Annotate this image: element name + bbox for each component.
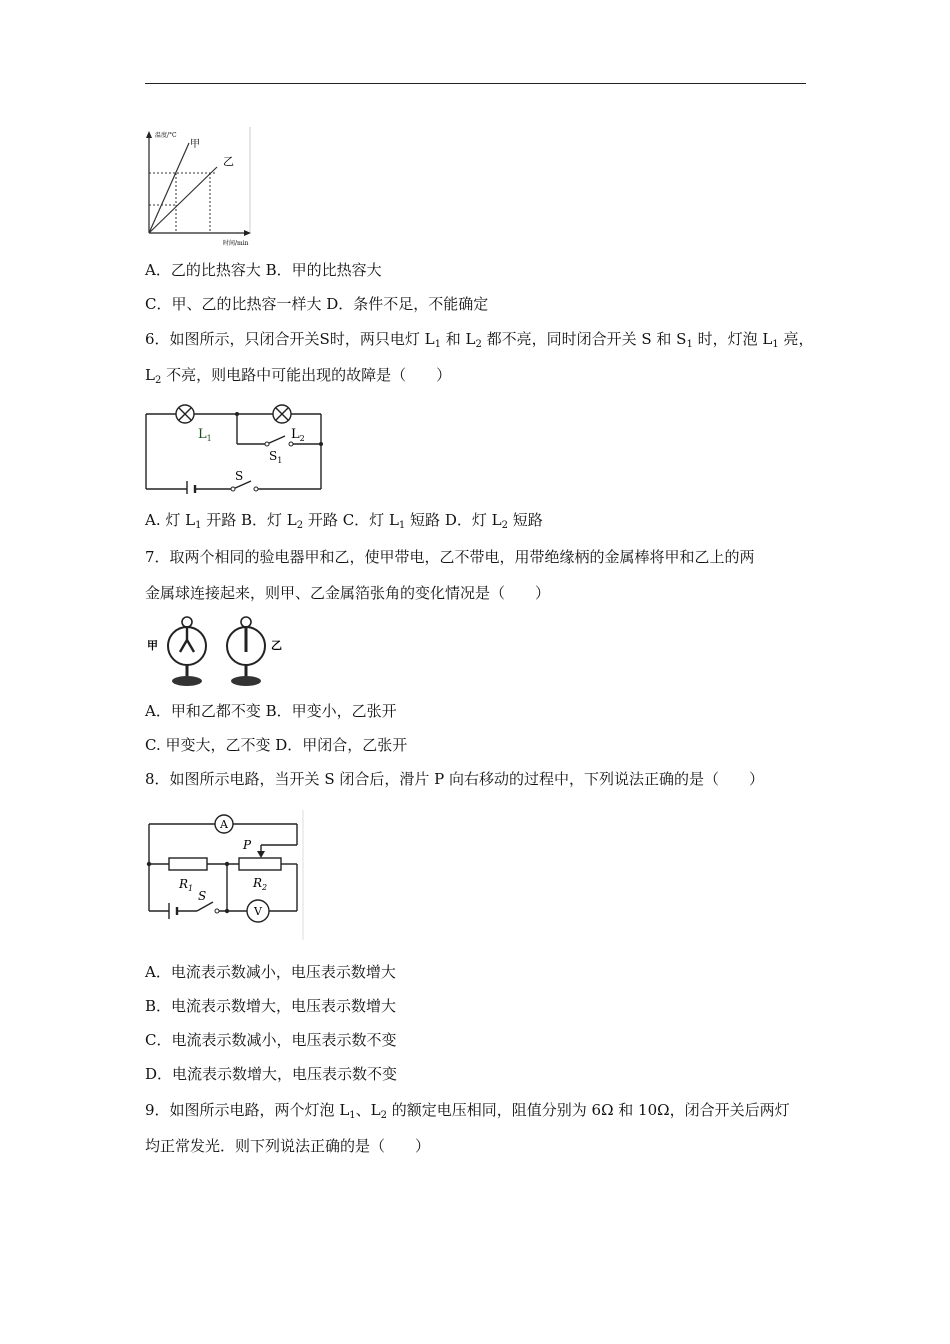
lamp1-label: $L_1$: [198, 427, 212, 443]
q6-options: A. 灯 $L_1$ 开路 B．灯 $L_2$ 开路 C．灯 $L_1$ 短路 D．灯 $L_2$ 短路: [145, 511, 543, 531]
electroscopes-figure: [143, 614, 289, 688]
switch1-label: $S_1$: [269, 449, 283, 465]
switch-label: S: [235, 469, 244, 483]
electroscope-b-label: 乙: [271, 639, 282, 652]
x-axis-label: 时间/min: [223, 240, 249, 247]
q8-option-c: C．电流表示数减小，电压表示数不变: [145, 1031, 397, 1049]
q8-stem: 8．如图所示电路，当开关 S 闭合后，滑片 P 向右移动的过程中，下列说法正确的是（ ）: [145, 770, 764, 788]
q9-stem-line2: 均正常发光．则下列说法正确的是（ ）: [145, 1137, 431, 1155]
series-label-a: 甲: [190, 139, 200, 150]
q5-options-line1: A．乙的比热容大 B．甲的比热容大: [145, 261, 382, 279]
slider-label: P: [243, 838, 252, 852]
r2-label: $R_2$: [253, 876, 268, 892]
q8-option-d: D．电流表示数增大，电压表示数不变: [145, 1065, 398, 1083]
slider-arrow: [257, 851, 265, 858]
q8-option-a: A．电流表示数减小，电压表示数增大: [145, 963, 396, 981]
series-label-b: 乙: [223, 155, 234, 168]
q7-stem-line2: 金属球连接起来，则甲、乙金属箔张角的变化情况是（ ）: [145, 584, 551, 602]
q6-circuit-diagram: [143, 404, 327, 494]
q8-circuit-diagram: [143, 808, 307, 942]
lamp2-label: $L_2$: [291, 427, 305, 443]
header-rule: [145, 83, 806, 84]
switch-label: S: [198, 889, 207, 903]
q9-stem-line1: 9．如图所示电路，两个灯泡 $L_1$、$L_2$ 的额定电压相同，阻值分别为 6Ω 和 10Ω，闭合开关后两灯: [145, 1101, 790, 1121]
electroscope-a-label: 甲: [147, 639, 158, 652]
series-line-a: [149, 143, 189, 233]
q7-options-line2: C. 甲变大，乙不变 D．甲闭合，乙张开: [145, 736, 408, 754]
y-axis-label: 温度/°C: [155, 132, 177, 139]
q5-options-line2: C．甲、乙的比热容一样大 D．条件不足，不能确定: [145, 295, 489, 313]
electroscope-a: [168, 617, 206, 676]
electroscope-b: [227, 617, 265, 676]
series-line-b: [149, 167, 217, 233]
r1-label: $R_1$: [179, 877, 194, 893]
q7-stem-line1: 7．取两个相同的验电器甲和乙，使甲带电，乙不带电，用带绝缘柄的金属棒将甲和乙上的两: [145, 548, 755, 566]
temperature-time-graph: [143, 125, 255, 247]
voltmeter-symbol: V: [254, 905, 262, 918]
q6-stem-line2: $L_2$ 不亮，则电路中可能出现的故障是（ ）: [145, 366, 452, 386]
ammeter-symbol: A: [220, 818, 228, 831]
q6-stem-line1: 6．如图所示，只闭合开关S时，两只电灯 $L_1$ 和 $L_2$ 都不亮，同时闭合开关 S 和 $S_1$ 时，灯泡 $L_1$ 亮，: [145, 330, 814, 350]
q8-option-b: B．电流表示数增大，电压表示数增大: [145, 997, 397, 1015]
q7-options-line1: A．甲和乙都不变 B．甲变小，乙张开: [145, 702, 397, 720]
